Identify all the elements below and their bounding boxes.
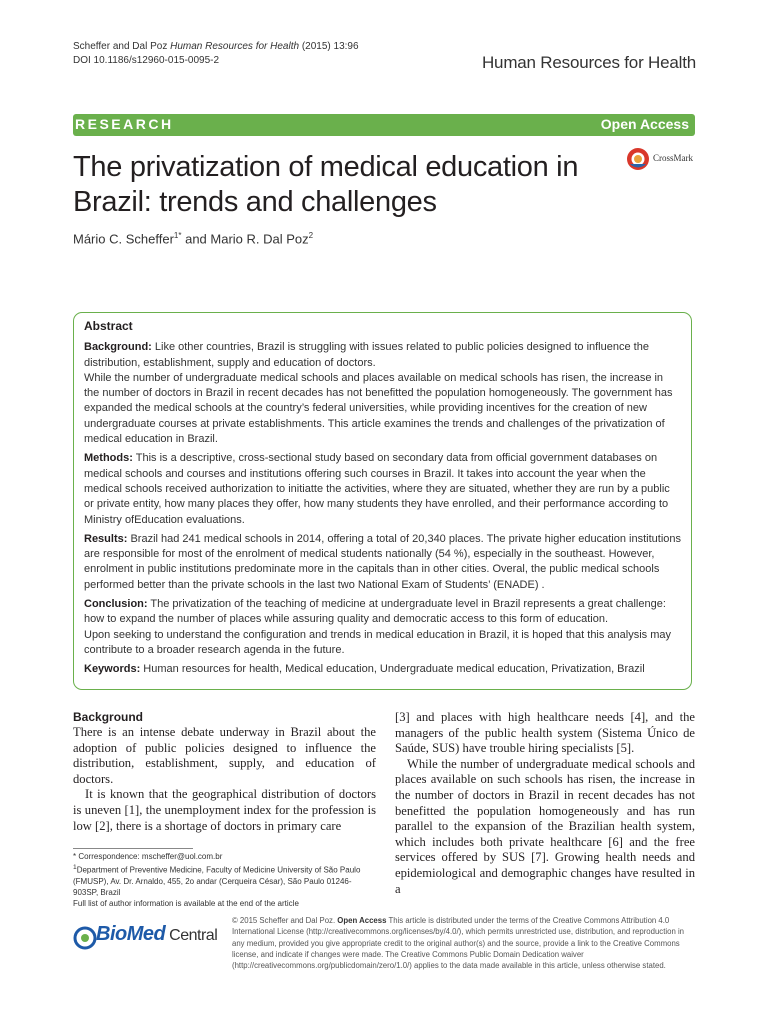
conclusion-text: The privatization of the teaching of medicine at undergraduate level in Brazil represents a great challenge: how to expand the number of places while assuring quality and democratic access to this form of education. xyxy=(84,598,666,626)
title-line: The privatization of medical education in xyxy=(73,151,579,183)
article-type-banner xyxy=(73,114,695,136)
background-text: Like other countries, Brazil is struggling with issues related to public policies designed to influence the distribution, establishment, supply and education of doctors. xyxy=(84,341,649,369)
author-list xyxy=(73,231,313,246)
methods-label: Methods: xyxy=(84,452,133,465)
affiliation xyxy=(73,862,373,898)
license-text xyxy=(232,915,695,971)
author-conjunction: and xyxy=(181,231,211,247)
citation-journal: Human Resources for Health xyxy=(170,41,300,52)
author-name: Mário C. Scheffer xyxy=(73,231,174,247)
title-line: Brazil: trends and challenges xyxy=(73,186,437,218)
doi[interactable]: DOI 10.1186/s12960-015-0095-2 xyxy=(73,55,220,66)
publisher-bold: BioMed xyxy=(96,923,166,945)
citation xyxy=(73,40,359,68)
open-access-label: Open Access xyxy=(337,916,387,925)
body-paragraph: [3] and places with high healthcare needs [4], and the managers of the public health system (Sistema Único de Saúde, SUS) have trouble hiring specialists [5]. xyxy=(395,710,695,756)
copyright: © 2015 Scheffer and Dal Poz. xyxy=(232,916,338,925)
affiliation-mark: 1 xyxy=(73,864,77,871)
publisher-regular: Central xyxy=(165,927,218,944)
author-name: Mario R. Dal Poz xyxy=(210,231,309,247)
abstract-results xyxy=(84,532,681,593)
citation-authors: Scheffer and Dal Poz xyxy=(73,41,168,52)
abstract-heading: Abstract xyxy=(84,319,133,333)
article-title xyxy=(73,150,613,220)
body-paragraph: While the number of undergraduate medical schools and places available on such schools has risen, the increase in the number of doctors in Brazil in recent decades has not benefitted the population homogeneously and has run parallel to the expansion of the Brazilian health system, which includes both private healthcare [6] and the free services offered by SUS [7]. Growing health needs and epidemiological and demographic changes have resulted in a xyxy=(395,756,695,896)
results-text: Brazil had 241 medical schools in 2014, offering a total of 20,340 places. The private higher education institutions are responsible for most of the enrolment of medical students nationally (54 %), especially in the southeast. However, enrolment in public institutions predominate more in the capitals than in other cities. Overal, the public medical schools performed better than the private schools in the last two National Exam of Students’ (ENADE) . xyxy=(84,532,682,591)
author-affiliation-mark: 2 xyxy=(308,231,314,240)
article-type-label: RESEARCH xyxy=(75,116,174,132)
abstract-box xyxy=(73,312,692,690)
biomed-central-icon xyxy=(73,926,97,950)
author-affiliation-mark: 1* xyxy=(173,231,182,240)
abstract-methods xyxy=(84,451,681,527)
citation-volume: (2015) 13:96 xyxy=(301,41,359,52)
open-access-label: Open Access xyxy=(600,116,689,132)
publisher-name xyxy=(96,923,217,946)
section-heading: Background xyxy=(73,710,144,724)
keywords-text: Human resources for health, Medical education, Undergraduate medical education, Privatization, Brazil xyxy=(140,663,645,676)
license-body: This article is distributed under the terms of the Creative Commons Attribution 4.0 International License (http://creativecommons.org/licenses/by/4.0/), which permits unrestricted use, distribution, and reproduction in any medium, provided you give appropriate credit to the original author(s) and the source, provide a link to the Creative Commons license, and indicate if changes were made. The Creative Commons Public Domain Dedication waiver (http://creativecommons.org/publicdomain/zero/1.0/) applies to the data made available in this article, unless otherwise stated. xyxy=(232,916,685,971)
conclusion-label: Conclusion: xyxy=(84,598,148,611)
background-label: Background: xyxy=(84,341,152,354)
body-column-left xyxy=(73,710,376,834)
keywords-label: Keywords: xyxy=(84,663,141,676)
affiliation-text: Department of Preventive Medicine, Faculty of Medicine University of São Paulo (FMUSP), Av. Dr. Arnaldo, 455, 2o andar (Cerqueira César), São Paulo 01246-903SP, Brazil xyxy=(73,865,361,897)
footnote xyxy=(73,851,373,909)
crossmark-badge[interactable] xyxy=(626,146,698,174)
abstract-background xyxy=(84,340,681,371)
crossmark-label: CrossMark xyxy=(653,153,693,163)
results-label: Results: xyxy=(84,532,128,545)
footnote-divider xyxy=(73,848,193,849)
abstract-conclusion xyxy=(84,597,681,628)
abstract-background-cont: While the number of undergraduate medical schools and places available on medical schools has risen, the increase in the number of doctors in Brazil in recent decades has not benefitted the population homogeneously. The government has expanded the medical schools at the country’s federal universities, while providing incentives for the creation of new undergraduate courses at private establishments. This article examines the trends and challenges of the privatization of medical education in Brazil. xyxy=(84,371,673,446)
body-paragraph: It is known that the geographical distribution of doctors is uneven [1], the unemployment index for the profession is low [2], there is a shortage of doctors in primary care xyxy=(73,787,376,833)
journal-name: Human Resources for Health xyxy=(481,53,696,72)
correspondence: * Correspondence: mscheffer@uol.com.br xyxy=(73,852,223,861)
body-paragraph: There is an intense debate underway in Brazil about the adoption of public policies designed to influence the distribution, establishment, supply, and education of doctors. xyxy=(73,725,376,786)
methods-text: This is a descriptive, cross-sectional study based on secondary data from official government databases on medical schools and courses and institutions offering such courses in Brazil. It takes into account the year when the medical schools received authorization to initiatte the activities, where they are situated, whether they are run by a public or private entity, how many places they offer, how many students they have enrolled, and their performance according to Ministry ofEducation evaluations. xyxy=(84,452,670,526)
abstract-conclusion-cont: Upon seeking to understand the configuration and trends in medical education in Brazil, it is hoped that this analysis may contribute to a broader research agenda in the future. xyxy=(84,628,672,656)
body-column-right xyxy=(395,710,695,897)
author-info-note: Full list of author information is available at the end of the article xyxy=(73,898,299,908)
abstract-keywords xyxy=(84,662,681,677)
